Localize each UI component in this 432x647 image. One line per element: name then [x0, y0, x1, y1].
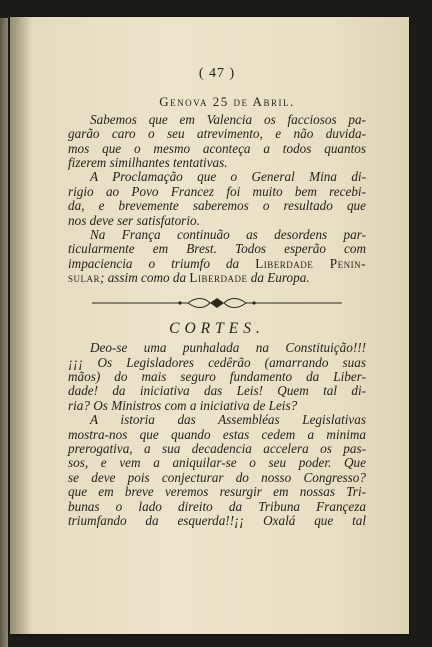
page-number: ( 47 ): [198, 66, 236, 81]
text-line: bunas o lado direito da Tribuna Françeza: [68, 498, 366, 514]
text-line: [68, 271, 366, 285]
ornamental-divider: [92, 296, 342, 310]
text-line: A istoria das Assembléas Legislativas: [90, 412, 366, 428]
dateline: Genova 25 de Abril.: [159, 94, 295, 110]
book-page: [10, 17, 409, 634]
text-line: mãos) do mais seguro fundamento da Liber-: [68, 368, 366, 384]
text-line: Deo-se uma punhalada na Constituição!!!: [90, 340, 366, 356]
text-line: dade! da iniciativa das Leis! Quem tal di-: [68, 383, 366, 399]
text-line: mostra-nos que quando estas cedem a minima: [68, 426, 366, 442]
text-line: rigio ao Povo Francez foi muito bem recebi-: [68, 183, 366, 199]
text-line: ticularmente em Brest. Todos esperão com: [68, 241, 366, 257]
page-text-block: [68, 67, 366, 528]
text-line: [68, 257, 366, 271]
text-line: triumfando da esquerda!!¡¡ Oxalá que tal: [68, 512, 366, 528]
paragraph-assembleas: [68, 413, 366, 528]
text-line: prerogativa, a sua decadencia accelera os pas-: [68, 440, 366, 456]
text-fragment: ; assim como da: [100, 270, 187, 286]
small-caps-term: Liberdade: [189, 270, 248, 286]
text-line: mos que o mesmo aconteça a todos quantos: [68, 140, 366, 156]
paragraph-punhalada: [68, 341, 366, 413]
text-line: Na França continuão as desordens par-: [90, 227, 366, 243]
small-caps-term: Liberdade Penin-: [255, 255, 366, 271]
text-line: garão caro o seu atrevimento, e não duvida-: [68, 126, 366, 142]
section-heading: CORTES.: [169, 319, 265, 337]
paragraph-franca: [68, 228, 366, 286]
text-line: ¡¡¡ Os Legisladores cedêrão (amarrando suas: [68, 354, 366, 370]
page-gutter-shadow: [10, 17, 32, 634]
paragraph-proclamacao: [68, 170, 366, 228]
paragraph-valencia: [68, 113, 366, 171]
text-line: fizerem similhantes tentativas.: [68, 155, 228, 171]
text-line: sos, e vem a aniquilar-se o seu poder. Que: [68, 455, 366, 471]
text-line: Sabemos que em Valencia os facciosos pa-: [90, 111, 366, 127]
adjacent-page-edge: [0, 18, 8, 647]
text-line: A Proclamação que o General Mina di-: [90, 169, 366, 185]
small-caps-term: sular: [68, 270, 101, 286]
text-fragment: da Europa.: [250, 270, 310, 286]
text-line: ria? Os Ministros com a iniciativa de Leis?: [68, 397, 298, 413]
text-line: da, e brevemente saberemos o resultado que: [68, 198, 366, 214]
text-line: que em breve veremos resurgir em nossas Tri-: [68, 484, 366, 500]
text-line: se deve pois conjecturar do nosso Congresso?: [68, 469, 366, 485]
text-line: nos deve ser satisfatorio.: [68, 212, 200, 228]
text-fragment: impaciencia o triumfo da: [68, 255, 240, 271]
